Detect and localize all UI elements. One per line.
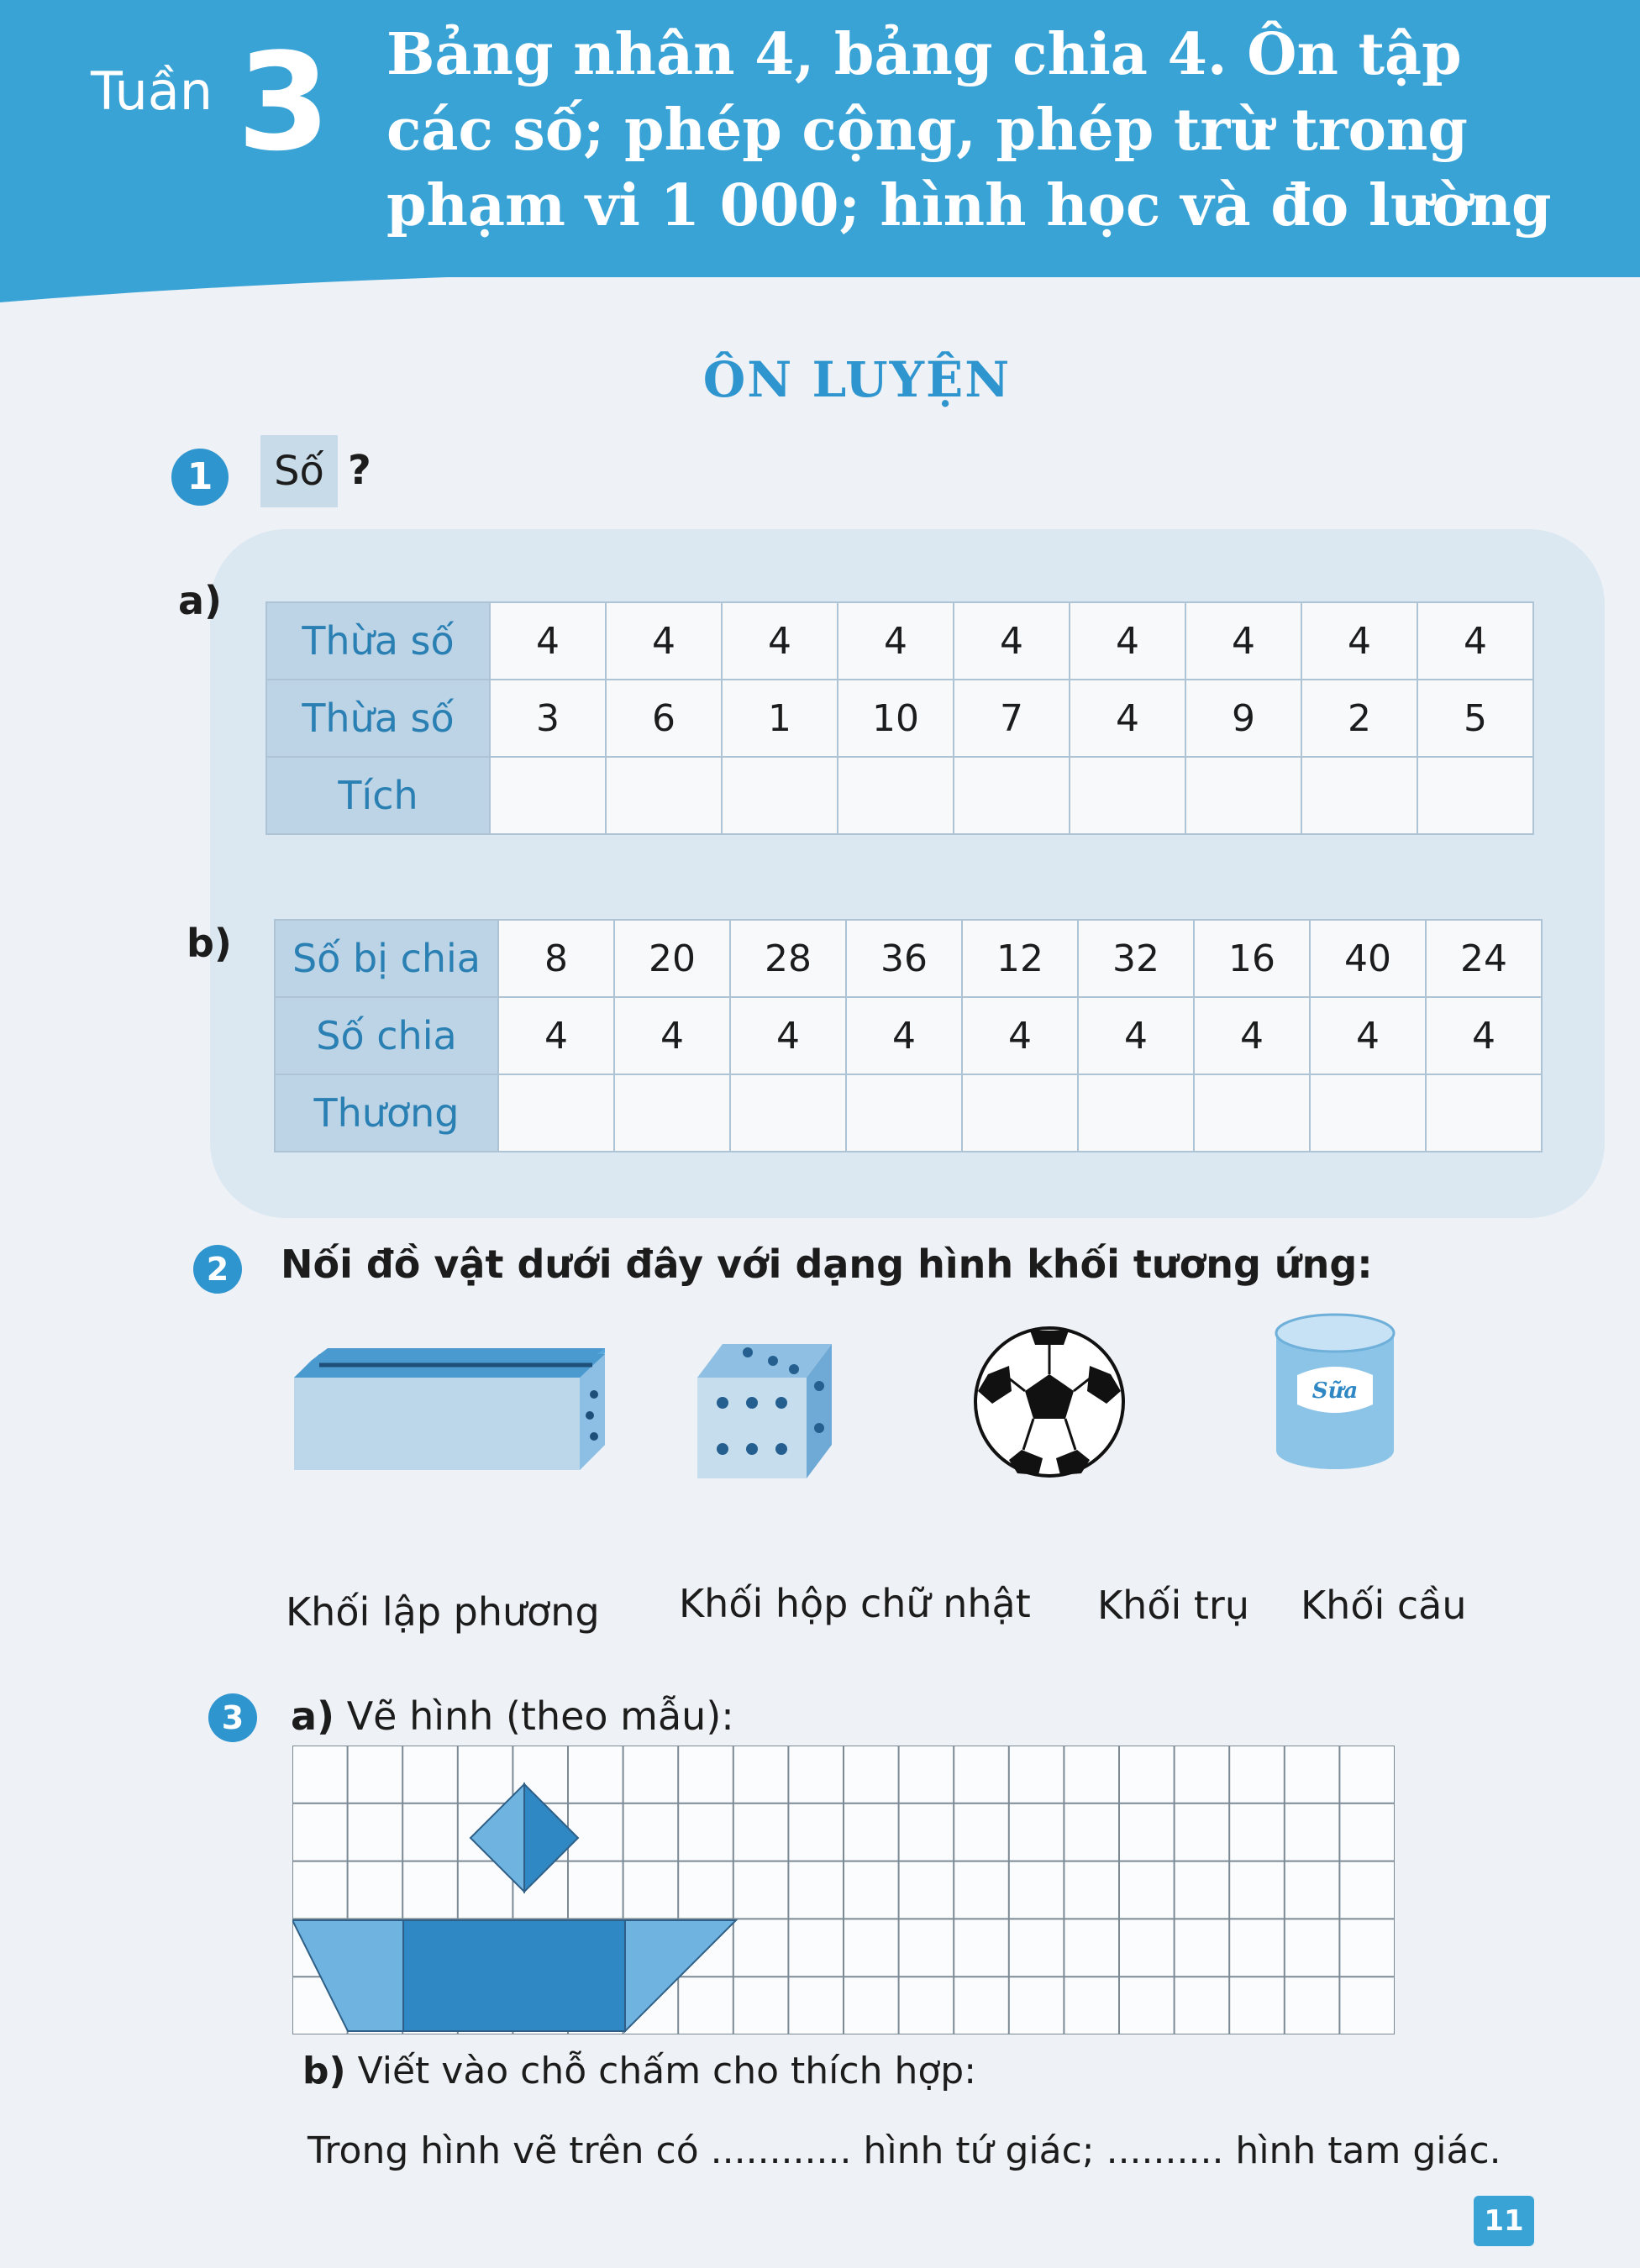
table-cell: 8 bbox=[498, 920, 614, 997]
header-wave-decoration bbox=[0, 252, 1640, 319]
table-cell: 20 bbox=[614, 920, 730, 997]
question-1-badge: 1 bbox=[171, 449, 229, 506]
table-cell: 4 bbox=[490, 602, 606, 680]
shape-label-cube: Khối lập phương bbox=[286, 1589, 600, 1635]
answer-cell[interactable] bbox=[722, 757, 838, 834]
row-header: Thừa số bbox=[266, 680, 490, 757]
answer-cell[interactable] bbox=[1301, 757, 1417, 834]
answer-cell[interactable] bbox=[614, 1074, 730, 1152]
answer-cell[interactable] bbox=[1310, 1074, 1426, 1152]
table-cell: 4 bbox=[1310, 997, 1426, 1074]
chapter-title-line-1: Bảng nhân 4, bảng chia 4. Ôn tập bbox=[386, 21, 1462, 88]
question-2-badge: 2 bbox=[193, 1245, 242, 1294]
question-mark: ? bbox=[348, 447, 371, 494]
part-b-label: b) bbox=[302, 2050, 346, 2092]
table-cell: 28 bbox=[730, 920, 846, 997]
page-number: 11 bbox=[1474, 2196, 1534, 2246]
table-cell: 4 bbox=[1070, 602, 1185, 680]
part-b-instruction: Viết vào chỗ chấm cho thích hợp: bbox=[357, 2050, 977, 2092]
table-cell: 4 bbox=[1078, 997, 1194, 1074]
row-header: Số chia bbox=[275, 997, 498, 1074]
answer-cell[interactable] bbox=[730, 1074, 846, 1152]
answer-cell[interactable] bbox=[1426, 1074, 1542, 1152]
table-row bbox=[266, 602, 1533, 680]
table-cell: 9 bbox=[1185, 680, 1301, 757]
section-title: ÔN LUYỆN bbox=[702, 351, 1012, 408]
table-cell: 4 bbox=[1426, 997, 1542, 1074]
chapter-title-line-2: các số; phép cộng, phép trừ trong bbox=[386, 97, 1468, 164]
row-header: Tích bbox=[266, 757, 490, 834]
answer-cell[interactable] bbox=[846, 1074, 962, 1152]
table-cell: 4 bbox=[838, 602, 954, 680]
table-row bbox=[266, 680, 1533, 757]
table-cell: 32 bbox=[1078, 920, 1194, 997]
question-3b-text bbox=[302, 2050, 976, 2092]
table-cell: 4 bbox=[1070, 680, 1185, 757]
shape-label-cuboid: Khối hộp chữ nhật bbox=[679, 1581, 1031, 1626]
table-cell: 6 bbox=[606, 680, 722, 757]
row-header: Thừa số bbox=[266, 602, 490, 680]
week-label: Tuần bbox=[91, 60, 213, 122]
chapter-title-line-3: phạm vi 1 000; hình học và đo lường bbox=[386, 172, 1552, 239]
answer-cell[interactable] bbox=[498, 1074, 614, 1152]
answer-cell[interactable] bbox=[1417, 757, 1533, 834]
table-cell: 4 bbox=[722, 602, 838, 680]
part-b-label: b) bbox=[187, 921, 232, 966]
table-cell: 7 bbox=[954, 680, 1070, 757]
shape-label-cylinder: Khối trụ bbox=[1097, 1583, 1249, 1628]
week-number: 3 bbox=[237, 24, 331, 181]
chapter-title bbox=[386, 17, 1563, 244]
sample-rectangle-boat bbox=[403, 1920, 625, 2031]
answer-cell[interactable] bbox=[962, 1074, 1078, 1152]
question-3-badge: 3 bbox=[208, 1693, 257, 1742]
table-cell: 4 bbox=[1301, 602, 1417, 680]
part-a-instruction: Vẽ hình (theo mẫu): bbox=[346, 1693, 734, 1739]
table-cell: 16 bbox=[1194, 920, 1310, 997]
page-header bbox=[0, 0, 1640, 277]
table-row bbox=[275, 920, 1542, 997]
table-cell: 4 bbox=[606, 602, 722, 680]
table-cell: 40 bbox=[1310, 920, 1426, 997]
table-row bbox=[266, 757, 1533, 834]
table-cell: 4 bbox=[954, 602, 1070, 680]
table-cell: 24 bbox=[1426, 920, 1542, 997]
table-cell: 1 bbox=[722, 680, 838, 757]
row-header: Thương bbox=[275, 1074, 498, 1152]
table-cell: 4 bbox=[614, 997, 730, 1074]
part-a-label: a) bbox=[291, 1693, 335, 1739]
milk-can-icon bbox=[1272, 1312, 1398, 1472]
answer-cell[interactable] bbox=[1078, 1074, 1194, 1152]
table-cell: 4 bbox=[962, 997, 1078, 1074]
table-cell: 4 bbox=[1194, 997, 1310, 1074]
answer-cell[interactable] bbox=[490, 757, 606, 834]
question-2-text: Nối đồ vật dưới đây với dạng hình khối tương ứng: bbox=[281, 1242, 1373, 1287]
part-a-label: a) bbox=[178, 578, 223, 623]
division-table bbox=[274, 919, 1543, 1152]
table-cell: 4 bbox=[846, 997, 962, 1074]
table-cell: 5 bbox=[1417, 680, 1533, 757]
answer-cell[interactable] bbox=[1070, 757, 1185, 834]
table-row bbox=[275, 997, 1542, 1074]
drawing-grid[interactable] bbox=[292, 1746, 1395, 2034]
dice-icon bbox=[689, 1336, 840, 1487]
table-cell: 4 bbox=[1417, 602, 1533, 680]
answer-cell[interactable] bbox=[606, 757, 722, 834]
table-cell: 4 bbox=[730, 997, 846, 1074]
table-cell: 4 bbox=[1185, 602, 1301, 680]
table-cell: 4 bbox=[498, 997, 614, 1074]
table-cell: 36 bbox=[846, 920, 962, 997]
table-cell: 12 bbox=[962, 920, 1078, 997]
answer-cell[interactable] bbox=[1185, 757, 1301, 834]
table-cell: 3 bbox=[490, 680, 606, 757]
question-3a-text bbox=[291, 1693, 734, 1739]
answer-cell[interactable] bbox=[838, 757, 954, 834]
soccer-ball-icon bbox=[971, 1324, 1128, 1480]
row-header: Số bị chia bbox=[275, 920, 498, 997]
milk-label: Sữa bbox=[1311, 1378, 1359, 1404]
answer-cell[interactable] bbox=[1194, 1074, 1310, 1152]
box-icon bbox=[294, 1344, 605, 1478]
table-row bbox=[275, 1074, 1542, 1152]
table-cell: 2 bbox=[1301, 680, 1417, 757]
shape-label-sphere: Khối cầu bbox=[1301, 1583, 1467, 1628]
table-cell: 10 bbox=[838, 680, 954, 757]
so-label-box: Số bbox=[260, 435, 338, 507]
fill-in-line[interactable]: Trong hình vẽ trên có ............ hình tứ giác; .......... hình tam giác. bbox=[308, 2129, 1501, 2172]
answer-cell[interactable] bbox=[954, 757, 1070, 834]
multiplication-table bbox=[265, 601, 1534, 835]
